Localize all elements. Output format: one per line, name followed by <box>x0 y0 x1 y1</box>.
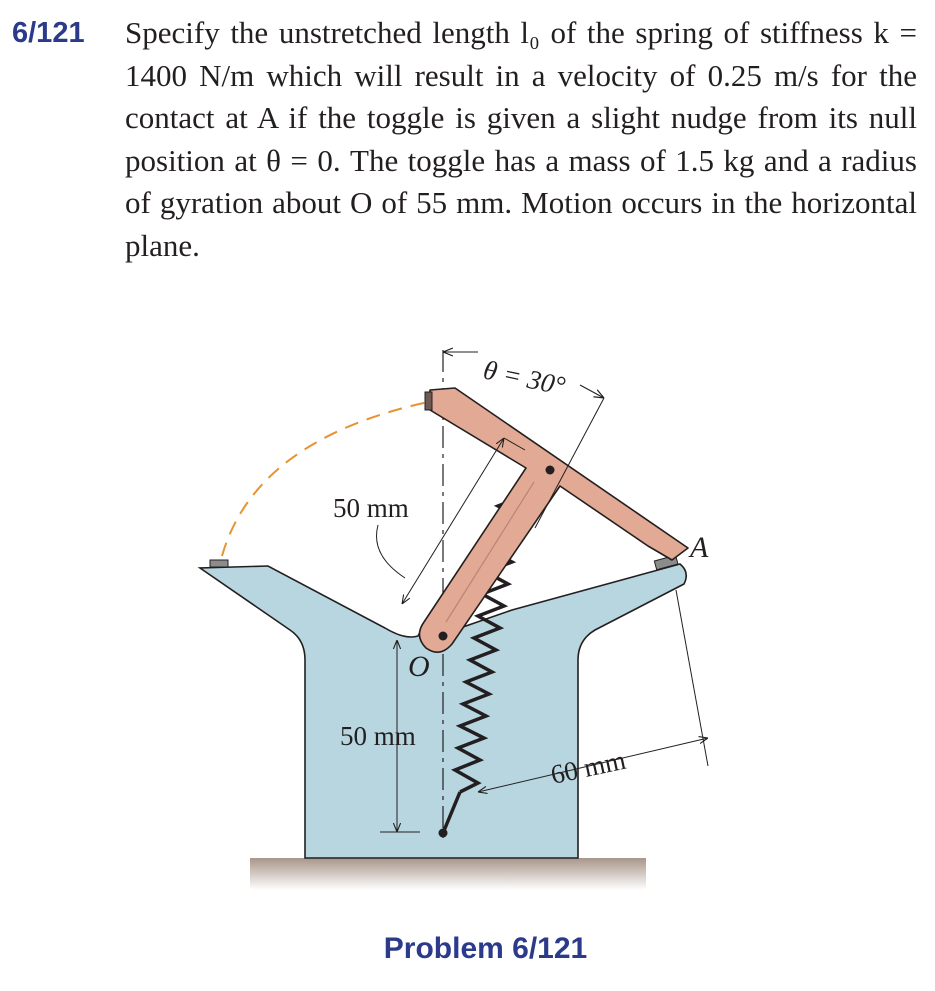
problem-text: Specify the unstretched length l₀ of the spring of stiffness k = 1400 N/m which will result in a velocity of 0.25 m/s for the contact at A if the toggle is given a slight nudge from its null position at θ = 0. The toggle has a mass of 1.5 kg and a radius of gyration about O of 55 mm. Motion occurs in the horizontal plane. <box>125 15 917 263</box>
pivot-label: O <box>408 650 430 683</box>
arm-dim-label: 50 mm <box>333 493 409 523</box>
vertical-dim-label: 50 mm <box>340 721 416 751</box>
ground <box>250 858 646 890</box>
problem-statement <box>12 12 917 267</box>
motion-arc <box>222 402 428 556</box>
spring-attach-pin <box>546 466 555 475</box>
spring-ground-pin <box>439 829 448 838</box>
contact-dim-label: 60 mm <box>548 744 629 790</box>
figure-caption <box>0 932 935 966</box>
toggle-figure <box>0 330 935 930</box>
contact-label: A <box>690 531 709 564</box>
angle-label: θ = 30° <box>480 354 568 402</box>
caption-text: Problem 6/121 <box>383 932 588 965</box>
problem-number: 6/121 <box>12 17 85 49</box>
pivot-pin <box>439 632 448 641</box>
left-contact-pad <box>210 560 228 567</box>
